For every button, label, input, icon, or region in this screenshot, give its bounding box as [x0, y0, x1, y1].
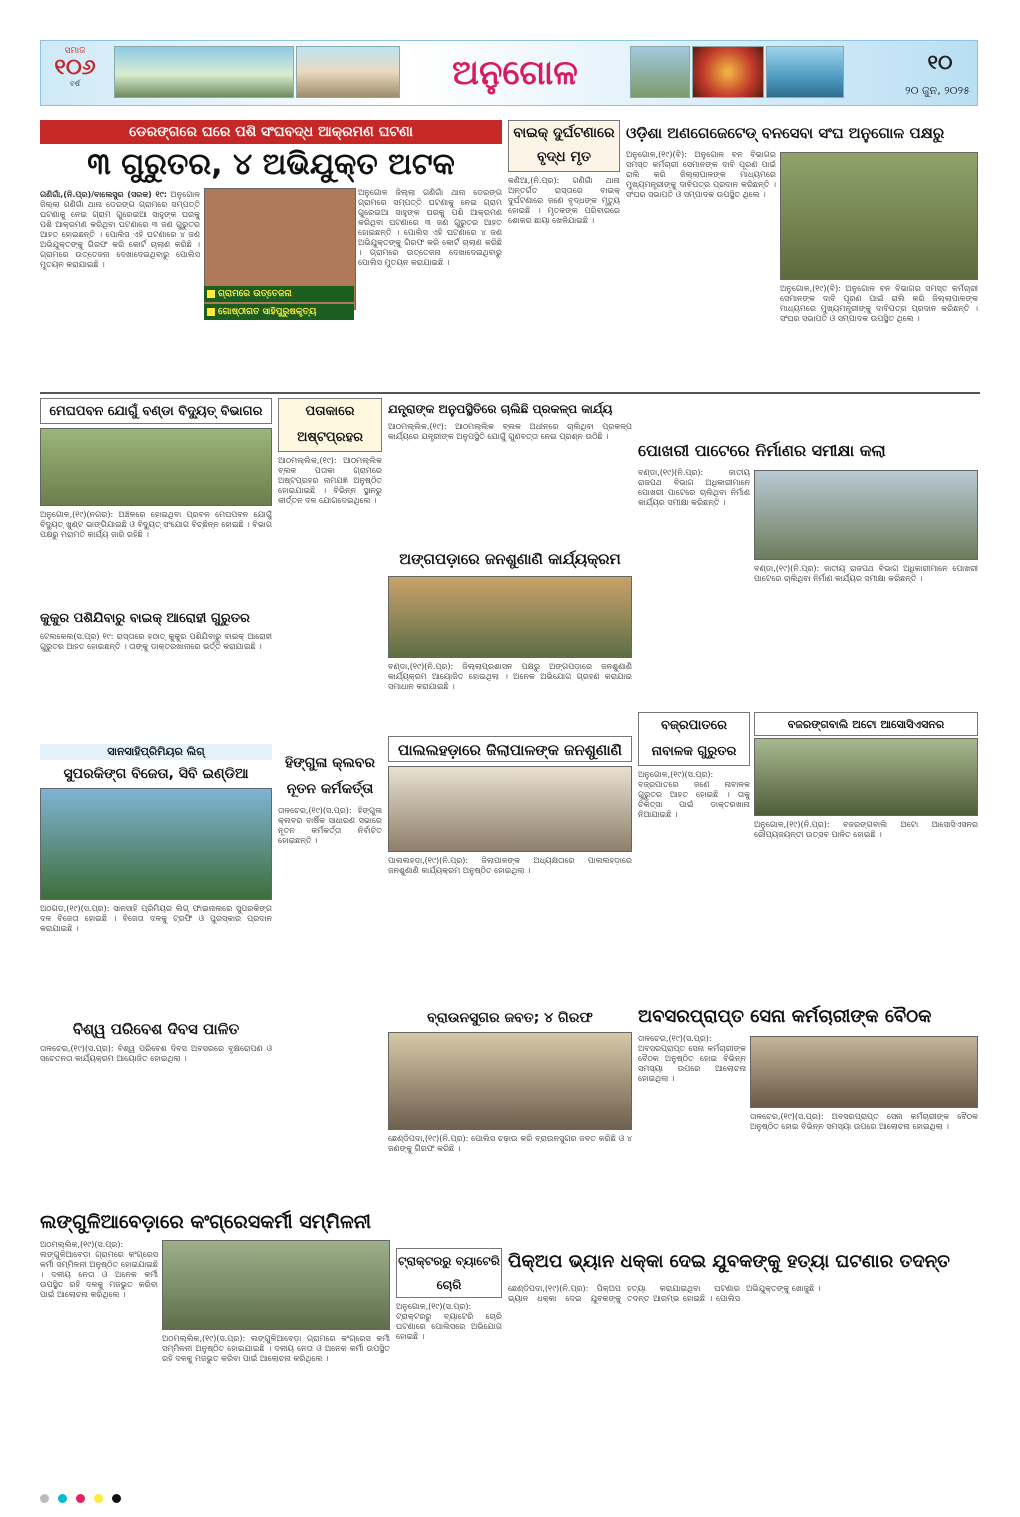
auto-text: ଅନୁଗୋଳ,(୧୯)(ନି.ପ୍ର): ବଜରଙ୍ଗବାଲି ଅଟୋ ଆସୋସିଏସନର ରୌପ୍ୟଜୟନ୍ତୀ ଉତ୍ସବ ପାଳିତ ହୋଇଛି । [754, 820, 978, 839]
lead-dateline: ଗଣିଗାଁ,(ନି.ପ୍ର)/ବାଲେସୁର (ସରକ) ୧୯: [40, 190, 167, 199]
auto-photo [754, 738, 978, 816]
accident-text: କଣିଆ,(ନି.ପ୍ର): ଗଣିଗାଁ ଥାନା ଅନ୍ତର୍ଗତ ରାସ୍ତାରେ ବାଇକ୍ ଦୁର୍ଘଟଣାରେ ଜଣେ ବୃଦ୍ଧଙ୍କ ମୃତ୍ୟୁ ହୋଇଛି । ମୃତକଙ୍କ ପରିବାରରେ ଶୋକର ଛାୟା ଖେଳିଯାଇଛି । [508, 176, 620, 225]
palahara-headline: ପାଲଲହଡ଼ାରେ ଜିଲାପାଳଙ୍କ ଜନଶୁଣାଣି [388, 736, 632, 762]
pond-text: ବଣ୍ଡା,(୧୯)(ନି.ପ୍ର): ଜାତୀୟ ରାଜପଥ ବିଭାଗ ଅଧିକାରୀମାନେ ପୋଖରୀ ପାଟେରେ ଚାଲିଥିବା ନିର୍ମାଣ କାର୍ଯ୍ୟର ସମୀକ୍ଷା କରିଛନ୍ତି । [638, 468, 750, 507]
reg-dot-magenta [76, 1494, 85, 1503]
pickup-text: ଛେଣ୍ଡିପଦା,(୧୯)(ନି.ପ୍ର): ପିକ୍‌ଅପ ଭ୍ୟାନ ଧକ୍କା ଦେଇ ଯୁବକଙ୍କୁ ହତ୍ୟା କରାଯାଇଥିବା ଘଟଣାର ତଦନ୍ତ ଆରମ୍ଭ ହୋଇଛି । ପୋଲିସ ଅଭିଯୁକ୍ତଙ୍କୁ ଖୋଜୁଛି । [508, 1284, 821, 1303]
print-registration-marks [40, 1488, 980, 1502]
brownsugar-text: ଛେଣ୍ଡିପଦା,(୧୯)(ନି.ପ୍ର): ପୋଲିସ ଚଢ଼ାଉ କରି ବ୍ରାଉନସୁଗର ଜବତ କରିଛି ଓ ୪ ଜଣଙ୍କୁ ଗିରଫ କରିଛି । [388, 1134, 632, 1153]
masthead-photo-sea [114, 46, 294, 98]
cricket-headline: ସୁପରକିଙ୍ଗ ବିଜେତା, ସିବି ଇଣ୍ଡିଆ [63, 766, 249, 782]
palahara-photo [388, 766, 632, 852]
veterans-text-col: ତାଳଚେର,(୧୯)(ସ.ପ୍ର): ଅବସରପ୍ରାପ୍ତ ସେନା କର୍ମଚାରୀଙ୍କ ବୈଠକ ଅନୁଷ୍ଠିତ ହୋଇ ବିଭିନ୍ନ ସମସ୍ୟା ଉପରେ ଆଲୋଚନା ହୋଇଥିଲା । [750, 1112, 978, 1131]
forest-text-col: ଅନୁଗୋଳ,(୧୯)(ବି): ଅନୁଗୋଳ ବନ ବିଭାଗର ସମସ୍ତ କର୍ମଚାରୀ ସେମାନଙ୍କ ଦାବି ପୂରଣ ପାଇଁ ରାଲି କରି ଜିଲ୍ଲାପାଳଙ୍କ ମାଧ୍ୟମରେ ମୁଖ୍ୟମନ୍ତ୍ରୀଙ୍କୁ ଦାବିପତ୍ର ପ୍ରଦାନ କରିଛନ୍ତି । ସଂଘର ସଭାପତି ଓ ସମ୍ପାଦକ ଉପସ୍ଥିତ ଥିଲେ । [780, 284, 978, 323]
environment-text: ତାଳଚେର,(୧୯)(ସ.ପ୍ର): ବିଶ୍ୱ ପରିବେଶ ଦିବସ ଅବସରରେ ବୃକ୍ଷରୋପଣ ଓ ସଚେତନତା କାର୍ଯ୍ୟକ୍ରମ ଆୟୋଜିତ ହୋଇଥିଲା । [40, 1044, 272, 1063]
forest-photo [780, 152, 978, 280]
environment-headline: ବିଶ୍ୱ ପରିବେଶ ଦିବସ ପାଳିତ [72, 1020, 240, 1038]
newspaper-logo [44, 46, 106, 100]
pickup-headline: ପିକ୍‌ଅପ ଭ୍ୟାନ ଧକ୍କା ଦେଇ ଯୁବକଙ୍କୁ ହତ୍ୟା ଘଟଣାର ତଦନ୍ତ [508, 1251, 950, 1272]
lead-text [40, 190, 200, 386]
brownsugar-headline: ବ୍ରାଉନସୁଗର ଜବତ; ୪ ଗିରଫ [427, 1010, 593, 1026]
pond-headline: ପୋଖରୀ ପାଟେରେ ନିର୍ମାଣର ସମୀକ୍ଷା କଲା [638, 441, 886, 460]
reg-dot-cyan [58, 1494, 67, 1503]
lead-tag-1: ଗ୍ରାମରେ ଉତ୍ତେଜନା [204, 286, 354, 302]
lead-body: ଅନୁଗୋଳ ଜିଲ୍ଲା ଗଣିଗାଁ ଥାନା ଡେରଙ୍ଗ ଗ୍ରାମରେ ସମ୍ପତ୍ତି ଘଟଣାକୁ ନେଇ ଗ୍ରାମ ଗୁରେଇଆ ସାହୁଙ୍କ ଘରକୁ ପଶି ଆକ୍ରମଣ କରିଥିବା ଘଟଣାରେ ୩ ଜଣ ଗୁରୁତର ଆହତ ହୋଇଛନ୍ତି । ପୋଲିସ ଏହି ଘଟଣାରେ ୪ ଜଣ ଅଭିଯୁକ୍ତଙ୍କୁ ଗିରଫ କରି କୋର୍ଟ ଚାଲାଣ କରିଛି । ଗ୍ରାମରେ ଉତ୍ତେଜନା ଦେଖାଦେଇଥିବାରୁ ପୋଲିସ ମୁତୟନ କରାଯାଇଛି । [40, 190, 200, 269]
veterans-text: ତାଳଚେର,(୧୯)(ସ.ପ୍ର): ଅବସରପ୍ରାପ୍ତ ସେନା କର୍ମଚାରୀଙ୍କ ବୈଠକ ଅନୁଷ୍ଠିତ ହୋଇ ବିଭିନ୍ନ ସମସ୍ୟା ଉପରେ ଆଲୋଚନା ହୋଇଥିଲା । [638, 1034, 746, 1083]
lead-tag-2: ଗୋଷ୍ଠୀଗତ ସାହିପୁରୁଷକୃତ୍ୟ [204, 304, 354, 320]
dogbike-text: ଟେଲକେଲ(ସ.ପ୍ର) ୧୯: ରାସ୍ତାରେ ହଠାତ୍ କୁକୁର ପଶିଯିବାରୁ ବାଇକ୍ ଆରୋହୀ ଗୁରୁତର ଆହତ ହୋଇଛନ୍ତି । ତାଙ୍କୁ ଡାକ୍ତରଖାନାରେ ଭର୍ତ୍ତି କରାଯାଇଛି । [40, 632, 272, 651]
accident-headline: ବାଇକ୍ ଦୁର୍ଘଟଣାରେ ବୃଦ୍ଧ ମୃତ [508, 120, 620, 172]
storm-photo [40, 428, 272, 506]
forest-text: ଅନୁଗୋଳ,(୧୯)(ବି): ଅନୁଗୋଳ ବନ ବିଭାଗର ସମସ୍ତ କର୍ମଚାରୀ ସେମାନଙ୍କ ଦାବି ପୂରଣ ପାଇଁ ରାଲି କରି ଜିଲ୍ଲାପାଳଙ୍କ ମାଧ୍ୟମରେ ମୁଖ୍ୟମନ୍ତ୍ରୀଙ୍କୁ ଦାବିପତ୍ର ପ୍ରଦାନ କରିଛନ୍ତି । ସଂଘର ସଭାପତି ଓ ସମ୍ପାଦକ ଉପସ୍ଥିତ ଥିଲେ । [626, 150, 776, 199]
lead-kicker: ଡେରଙ୍ଗରେ ଘରେ ପଶି ସଂଘବଦ୍ଧ ଆକ୍ରମଣ ଘଟଣା [40, 120, 502, 144]
machine-headline: ଯନ୍ତ୍ରାଙ୍କ ଅନୁପସ୍ଥିତିରେ ଚାଲିଛି ପ୍ରକଳ୍ପ କାର୍ଯ୍ୟ [388, 402, 613, 416]
veterans-headline: ଅବସରପ୍ରାପ୍ତ ସେନା କର୍ମଚାରୀଙ୍କ ବୈଠକ [638, 1006, 932, 1027]
page-number: ୧୦ [927, 50, 953, 74]
masthead-photo-temple [296, 46, 400, 98]
reg-dot-yellow [94, 1494, 103, 1503]
masthead-photo-coast [766, 46, 844, 98]
issue-date: ୨୦ ଜୁନ, ୨୦୨୫ [905, 84, 970, 97]
pond-text-col: ବଣ୍ଡା,(୧୯)(ନି.ପ୍ର): ଜାତୀୟ ରାଜପଥ ବିଭାଗ ଅଧିକାରୀମାନେ ପୋଖରୀ ପାଟେରେ ଚାଲିଥିବା ନିର୍ମାଣ କାର୍ଯ୍ୟର ସମୀକ୍ଷା କରିଛନ୍ତି । [754, 564, 978, 583]
veterans-photo [750, 1036, 978, 1108]
dogbike-headline: କୁକୁର ପଶିଯିବାରୁ ବାଇକ୍ ଆରୋହୀ ଗୁରୁତର [40, 611, 250, 626]
section-title: ଅନୁଗୋଳ [452, 53, 578, 93]
anganwadi-photo [388, 576, 632, 658]
cricket-photo [40, 788, 272, 900]
lead-body-col: ଅନୁଗୋଳ ଜିଲ୍ଲା ଗଣିଗାଁ ଥାନା ଡେରଙ୍ଗ ଗ୍ରାମରେ ସମ୍ପତ୍ତି ଘଟଣାକୁ ନେଇ ଗ୍ରାମ ଗୁରେଇଆ ସାହୁଙ୍କ ଘରକୁ ପଶି ଆକ୍ରମଣ କରିଥିବା ଘଟଣାରେ ୩ ଜଣ ଗୁରୁତର ଆହତ ହୋଇଛନ୍ତି । ପୋଲିସ ଏହି ଘଟଣାରେ ୪ ଜଣ ଅଭିଯୁକ୍ତଙ୍କୁ ଗିରଫ କରି କୋର୍ଟ ଚାଲାଣ କରିଛି । ଗ୍ରାମରେ ଉତ୍ତେଜନା ଦେଖାଦେଇଥିବାରୁ ପୋଲିସ ମୁତୟନ କରାଯାଇଛି । [358, 188, 502, 267]
hingula-headline: ହିଙ୍ଗୁଳା କ୍ଲବର ନୂତନ କର୍ମକର୍ତ୍ତା [285, 755, 375, 797]
lead-headline: ୩ ଗୁରୁତର, ୪ ଅଭିଯୁକ୍ତ ଅଟକ [87, 147, 455, 182]
namayagya-text: ଆଠମଲ୍ଲିକ,(୧୯): ଆଠମଲ୍ଲିକ ବ୍ଲକ ପତାକା ଗ୍ରାମରେ ଅଷ୍ଟପ୍ରହର ନାମଯଜ୍ଞ ଅନୁଷ୍ଠିତ ହୋଇଯାଇଛି । ବିଭିନ୍ନ ସ୍ଥାନରୁ କୀର୍ତ୍ତନ ଦଳ ଯୋଗଦେଇଥିଲେ । [278, 456, 382, 505]
logo-number: ୧୦୬ [54, 55, 96, 80]
anganwadi-text: ବଣ୍ଡା,(୧୯)(ନି.ପ୍ର): ଜିଲ୍ଲାପ୍ରଶାସନ ପକ୍ଷରୁ ଅଙ୍ଗପଡ଼ାରେ ଜନଶୁଣାଣି କାର୍ଯ୍ୟକ୍ରମ ଆୟୋଜିତ ହୋଇଥିଲା । ଅନେକ ଅଭିଯୋଗ ଗ୍ରହଣ କରାଯାଇ ସମାଧାନ କରାଯାଇଛି । [388, 662, 632, 691]
lightning-headline: ବଜ୍ରପାତରେ ନାବାଳକ ଗୁରୁତର [638, 712, 750, 766]
reg-dot-gray [40, 1494, 49, 1503]
cricket-kicker: ସାନସାହିପ୍ରିମିୟର ଲିଗ୍ [40, 744, 272, 760]
reg-dot-black [112, 1494, 121, 1503]
logo-caption: ବର୍ଷ [70, 80, 80, 88]
hingula-text: ତାଳଚେର,(୧୯)(ସ.ପ୍ର): ହିଙ୍ଗୁଳା କ୍ଲବର ବାର୍ଷିକ ସାଧାରଣ ସଭାରେ ନୂତନ କର୍ମକର୍ତ୍ତା ନିର୍ବାଚିତ ହୋଇଛନ୍ତି । [278, 806, 382, 845]
palahara-text: ପାଲଲହଡ଼ା,(୧୯)(ନି.ପ୍ର): ଜିଲାପାଳଙ୍କ ଅଧ୍ୟକ୍ଷତାରେ ପାଲଲହଡ଼ାରେ ଜନଶୁଣାଣି କାର୍ଯ୍ୟକ୍ରମ ଅନୁଷ୍ଠିତ ହୋଇଥିଲା । [388, 856, 632, 875]
forest-headline: ଓଡ଼ିଶା ଅଣଗେଜେଟେଡ୍ ବନସେବା ସଂଘ ଅନୁଗୋଳ ପକ୍ଷରୁ [626, 124, 945, 142]
divider-top [40, 392, 980, 394]
congress-headline: ଲଙ୍ଗୁଳିଆବେଡ଼ାରେ କଂଗ୍ରେସକର୍ମୀ ସମ୍ମିଳନୀ [40, 1211, 371, 1233]
machine-text: ଆଠମଲ୍ଲିକ,(୧୯): ଆଠମଲ୍ଲିକ ବ୍ଲକ ଅଧୀନରେ ଚାଲିଥିବା ପ୍ରକଳ୍ପ କାର୍ଯ୍ୟରେ ଯନ୍ତ୍ରୀଙ୍କ ଅନୁପସ୍ଥିତି ଯୋଗୁଁ ଗୁଣବତ୍ତା ନେଇ ପ୍ରଶ୍ନ ଉଠିଛି । [388, 422, 632, 441]
cricket-text: ଅଠଗଡ,(୧୯)(ସ.ପ୍ର): ସାନସାହି ପ୍ରିମିୟର ଲିଗ୍ ଫାଇନାଲରେ ସୁପରକିଙ୍ଗ ଦଳ ବିଜେତା ହୋଇଛି । ବିଜେତା ଦଳକୁ ଟ୍ରଫି ଓ ପୁରସ୍କାର ପ୍ରଦାନ କରାଯାଇଛି । [40, 904, 272, 933]
storm-headline: ମେଘପବନ ଯୋଗୁଁ ବଣ୍ଡା ବିଦ୍ୟୁତ୍ ବିଭାଗର [40, 398, 272, 424]
auto-headline: ବଜରଙ୍ଗବାଲି ଅଟୋ ଆସୋସିଏସନର [754, 712, 978, 736]
congress-photo [162, 1240, 390, 1330]
logo-small: ସମାଜ [64, 46, 86, 56]
tractor-text: ଅନୁଗୋଳ,(୧୯)(ସ.ପ୍ର): ଟ୍ରାକ୍ଟରରୁ ବ୍ୟାଟେରି ଚୋରି ଘଟଣାରେ ପୋଲିସରେ ଅଭିଯୋଗ ହୋଇଛି । [396, 1302, 502, 1341]
masthead-photo-deity [692, 46, 764, 98]
congress-text: ଅଠମଲ୍ଲିକ,(୧୯)(ସ.ପ୍ର): ଲଙ୍ଗୁଳିଆବେଡ଼ା ଗ୍ରାମରେ କଂଗ୍ରେସ କର୍ମୀ ସମ୍ମିଳନୀ ଅନୁଷ୍ଠିତ ହୋଇଯାଇଛି । ଦଳୀୟ ନେତା ଓ ଅନେକ କର୍ମୀ ଉପସ୍ଥିତ ରହି ଦଳକୁ ମଜଭୁତ କରିବା ପାଇଁ ଆଲୋଚନା କରିଥିଲେ । [40, 1240, 158, 1299]
anganwadi-headline: ଅଙ୍ଗପଡ଼ାରେ ଜନଶୁଣାଣି କାର୍ଯ୍ୟକ୍ରମ [399, 550, 621, 568]
brownsugar-photo [388, 1032, 632, 1130]
storm-text: ଅନୁଗୋଳ,(୧୯)(ନଗର): ଅଞ୍ଚଳରେ ହୋଇଥିବା ପ୍ରବଳ ମେଘପବନ ଯୋଗୁଁ ବିଦ୍ୟୁତ୍ ଖୁଣ୍ଟ ଭାଙ୍ଗିଯାଇଛି ଓ ବିଦ୍ୟୁତ୍ ସଂଯୋଗ ବିଚ୍ଛିନ୍ନ ହୋଇଛି । ବିଭାଗ ପକ୍ଷରୁ ମରାମତି କାର୍ଯ୍ୟ ଜାରି ରହିଛି । [40, 510, 272, 539]
congress-text-col: ଅଠମଲ୍ଲିକ,(୧୯)(ସ.ପ୍ର): ଲଙ୍ଗୁଳିଆବେଡ଼ା ଗ୍ରାମରେ କଂଗ୍ରେସ କର୍ମୀ ସମ୍ମିଳନୀ ଅନୁଷ୍ଠିତ ହୋଇଯାଇଛି । ଦଳୀୟ ନେତା ଓ ଅନେକ କର୍ମୀ ଉପସ୍ଥିତ ରହି ଦଳକୁ ମଜଭୁତ କରିବା ପାଇଁ ଆଲୋଚନା କରିଥିଲେ । [162, 1334, 390, 1363]
tractor-headline: ଟ୍ରାକ୍ଟରରୁ ବ୍ୟାଟେରି ଚୋରି [396, 1248, 502, 1298]
pond-photo [754, 470, 978, 560]
namayagya-headline: ପତାକାରେ ଅଷ୍ଟପ୍ରହର [278, 398, 382, 452]
lightning-text: ଅନୁଗୋଳ,(୧୯)(ସ.ପ୍ର): ବଜ୍ରପାତରେ ଜଣେ ନାବାଳକ ଗୁରୁତର ଆହତ ହୋଇଛି । ତାକୁ ଚିକିତ୍ସା ପାଇଁ ଡାକ୍ତରଖାନା ନିଆଯାଇଛି । [638, 770, 750, 819]
masthead-photo-lake [630, 46, 690, 98]
